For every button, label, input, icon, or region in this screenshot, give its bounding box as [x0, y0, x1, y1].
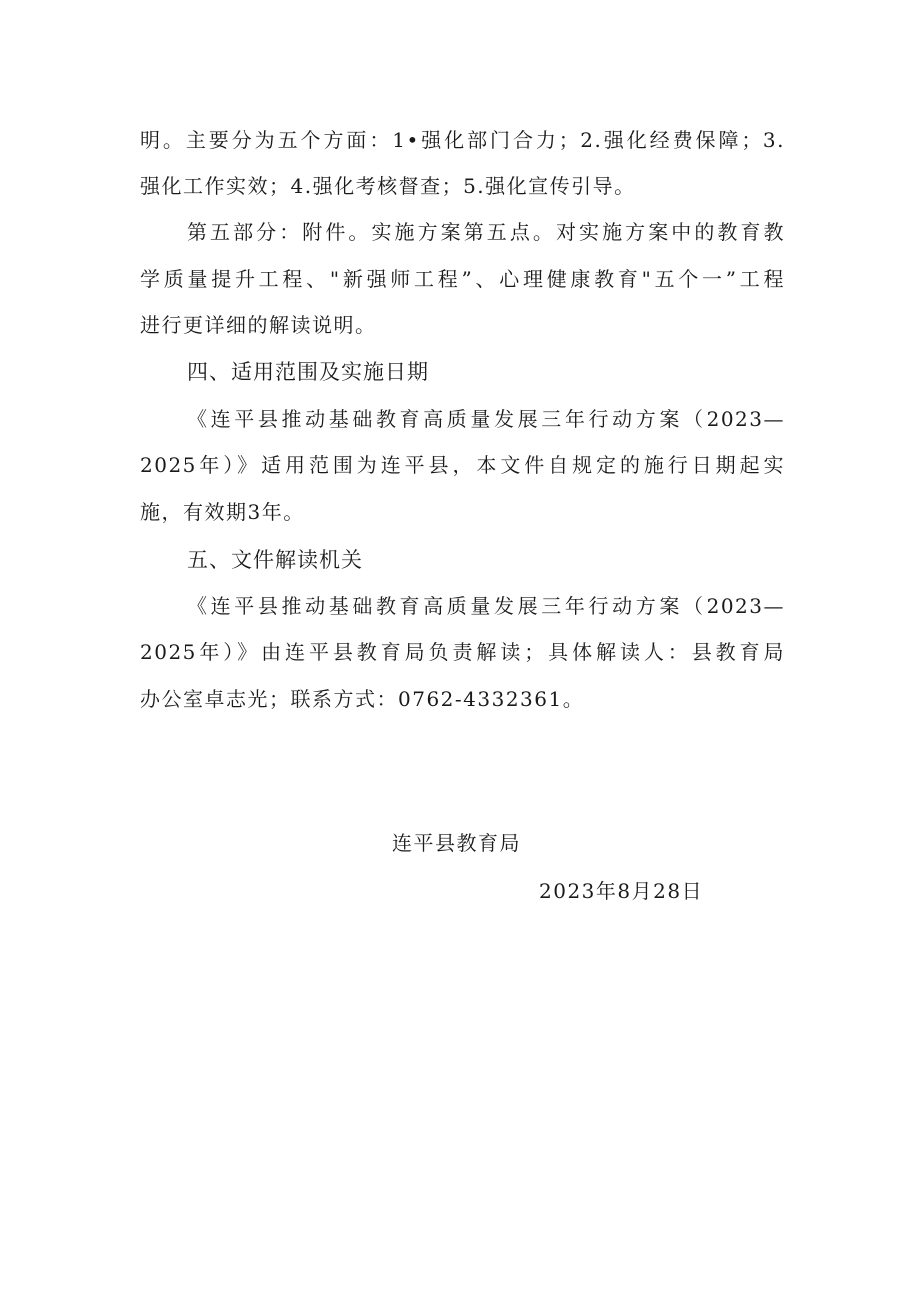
paragraph-line: 强化工作实效；4.强化考核督查；5.强化宣传引导。 [140, 174, 636, 198]
section-heading: 四、适用范围及实施日期 [187, 360, 429, 384]
section-heading: 五、文件解读机关 [187, 548, 363, 572]
signature-date: 2023年8月28日 [539, 879, 704, 903]
paragraph-line: 2025年）》适用范围为连平县，本文件自规定的施行日期起实 [140, 453, 785, 477]
paragraph-line: 办公室卓志光；联系方式：0762-4332361。 [140, 687, 585, 711]
paragraph-line: 学质量提升工程、"新强师工程”、心理健康教育"五个一”工程 [140, 267, 785, 291]
signature-org: 连平县教育局 [392, 831, 521, 855]
paragraph-line: 第五部分：附件。实施方案第五点。对实施方案中的教育教 [187, 220, 785, 244]
paragraph-line: 施，有效期3年。 [140, 500, 305, 524]
paragraph-line: 2025年）》由连平县教育局负责解读；具体解读人：县教育局 [140, 640, 785, 664]
paragraph-line: 《连平县推动基础教育高质量发展三年行动方案（2023— [187, 407, 785, 431]
paragraph-line: 明。主要分为五个方面：1•强化部门合力；2.强化经费保障；3. [140, 128, 785, 152]
paragraph-line: 《连平县推动基础教育高质量发展三年行动方案（2023— [187, 594, 785, 618]
paragraph-line: 进行更详细的解读说明。 [140, 313, 377, 337]
